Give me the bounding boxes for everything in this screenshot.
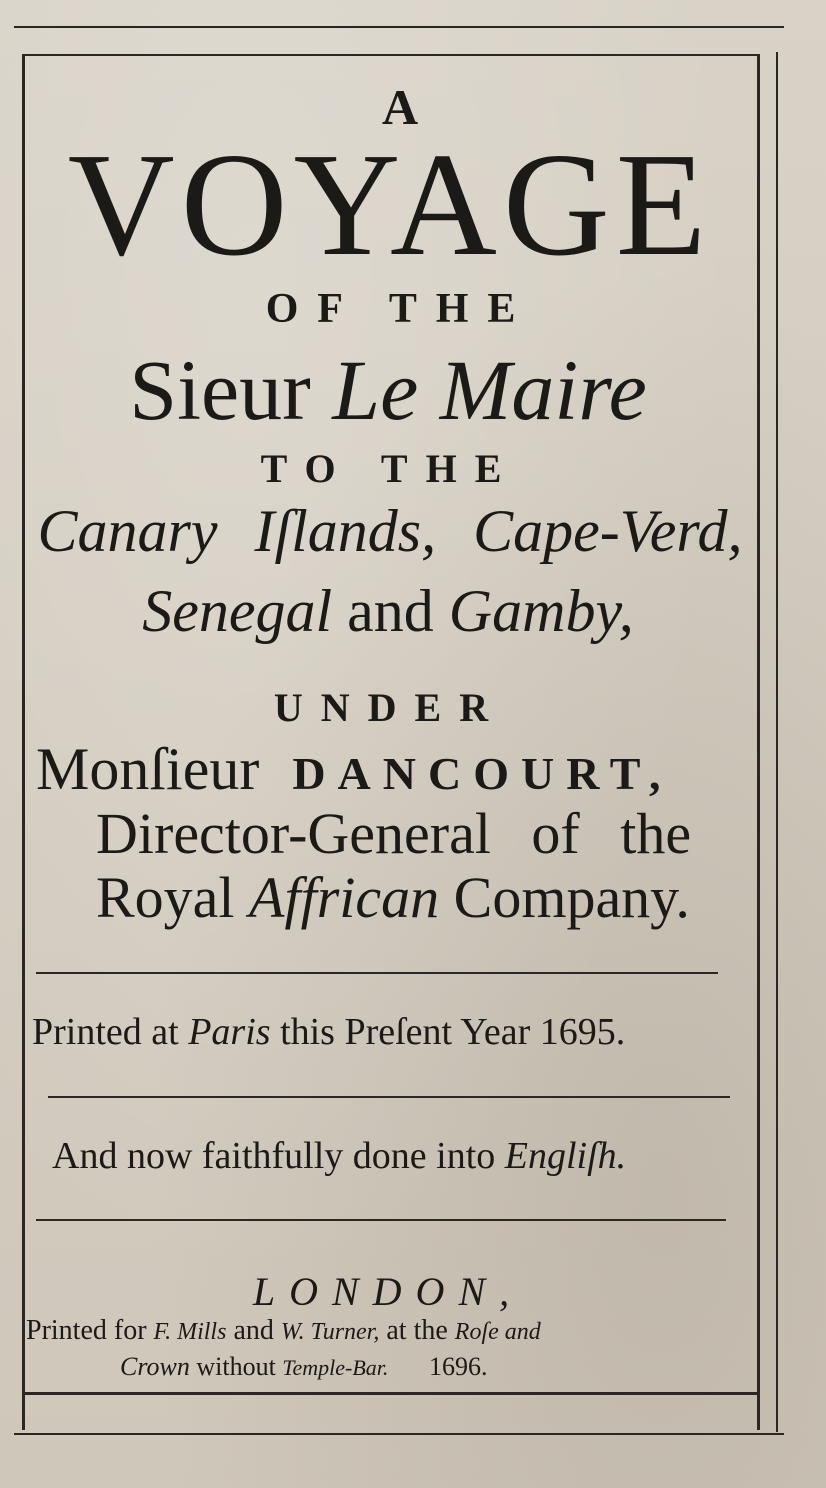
line-royal-african-company xyxy=(96,864,756,931)
heading-london: LONDON, xyxy=(252,1269,524,1314)
without-text: without xyxy=(196,1352,276,1381)
rose-and-text: Roſe and xyxy=(454,1319,541,1345)
printed-at-text: Printed at xyxy=(32,1011,179,1053)
and-text: and xyxy=(347,578,434,644)
line-senegal-gamby xyxy=(0,577,776,646)
temple-bar-text: Temple-Bar. xyxy=(282,1355,389,1380)
royal-text: Royal xyxy=(96,865,235,930)
rule-1 xyxy=(36,972,718,974)
and-text-2: and xyxy=(233,1315,274,1346)
sieur-text: Sieur xyxy=(129,342,311,438)
present-year-text: this Preſent Year 1695. xyxy=(280,1011,626,1053)
paris-text: Paris xyxy=(188,1011,271,1053)
dancourt-text: DANCOURT, xyxy=(292,748,673,799)
english-text: Engliſh. xyxy=(504,1135,627,1177)
line-printed-at-paris xyxy=(32,1010,752,1054)
monsieur-text: Monſieur xyxy=(36,736,260,802)
cape-verd-text: Cape-Verd, xyxy=(473,498,743,564)
heading-under: UNDER xyxy=(273,685,507,730)
heading-article: A xyxy=(381,79,419,135)
line-monsieur-dancourt xyxy=(36,735,756,804)
f-mills-text: F. Mills xyxy=(153,1319,227,1345)
year-1696-text: 1696. xyxy=(428,1352,488,1381)
line-and-now-english xyxy=(52,1134,752,1178)
at-the-text: at the xyxy=(386,1315,448,1346)
canary-islands-text: Canary Iſlands, xyxy=(37,498,437,564)
right-border-line xyxy=(776,52,778,1432)
w-turner-text: W. Turner, xyxy=(280,1319,380,1345)
crown-text: Crown xyxy=(120,1352,190,1381)
heading-sieur-le-maire xyxy=(0,340,776,440)
printed-for-text: Printed for xyxy=(26,1315,147,1346)
heading-voyage: VOYAGE xyxy=(67,123,713,287)
line-director-general: Director-General of the xyxy=(96,801,692,866)
rule-3 xyxy=(36,1219,726,1221)
le-maire-text: Le Maire xyxy=(332,342,647,438)
imprint-line-1 xyxy=(26,1315,746,1347)
senegal-text: Senegal xyxy=(142,578,333,644)
company-text: Company. xyxy=(453,865,690,930)
rule-bottom xyxy=(22,1392,758,1395)
gamby-text: Gamby, xyxy=(448,578,634,644)
line-canary-cape-verd xyxy=(30,497,750,566)
affrican-text: Affrican xyxy=(249,865,440,930)
imprint-line-2 xyxy=(120,1352,720,1382)
rule-2 xyxy=(48,1096,730,1098)
and-now-text: And now faithfully done into xyxy=(52,1135,496,1177)
heading-of-the: OF THE xyxy=(265,286,535,332)
heading-to-the: TO THE xyxy=(260,446,520,491)
